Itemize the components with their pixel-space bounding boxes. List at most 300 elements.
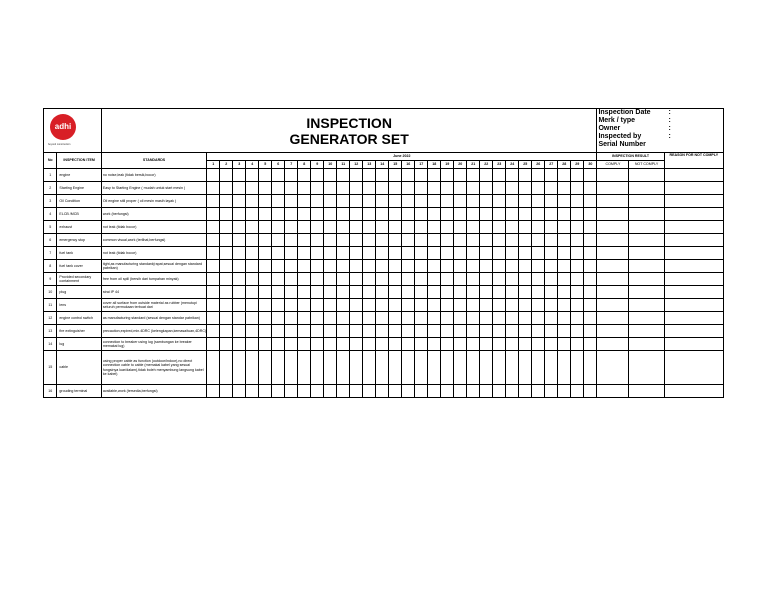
day-check-cell[interactable]: [519, 299, 532, 312]
day-check-cell[interactable]: [285, 351, 298, 385]
day-check-cell[interactable]: [298, 221, 311, 234]
day-check-cell[interactable]: [233, 286, 246, 299]
not-comply-cell[interactable]: [629, 169, 664, 182]
reason-cell[interactable]: [664, 286, 723, 299]
day-check-cell[interactable]: [402, 221, 415, 234]
day-check-cell[interactable]: [454, 312, 467, 325]
day-check-cell[interactable]: [428, 247, 441, 260]
comply-cell[interactable]: [597, 234, 629, 247]
day-check-cell[interactable]: [376, 385, 389, 398]
day-check-cell[interactable]: [584, 312, 597, 325]
day-check-cell[interactable]: [272, 208, 285, 221]
day-check-cell[interactable]: [324, 260, 337, 273]
day-check-cell[interactable]: [428, 208, 441, 221]
comply-cell[interactable]: [597, 325, 629, 338]
day-check-cell[interactable]: [506, 221, 519, 234]
day-check-cell[interactable]: [493, 312, 506, 325]
day-check-cell[interactable]: [584, 195, 597, 208]
day-check-cell[interactable]: [558, 195, 571, 208]
day-check-cell[interactable]: [259, 273, 272, 286]
day-check-cell[interactable]: [493, 338, 506, 351]
comply-cell[interactable]: [597, 286, 629, 299]
day-check-cell[interactable]: [467, 234, 480, 247]
day-check-cell[interactable]: [519, 351, 532, 385]
day-check-cell[interactable]: [363, 247, 376, 260]
day-check-cell[interactable]: [558, 312, 571, 325]
day-check-cell[interactable]: [467, 169, 480, 182]
day-check-cell[interactable]: [402, 338, 415, 351]
reason-cell[interactable]: [664, 221, 723, 234]
day-check-cell[interactable]: [298, 385, 311, 398]
day-check-cell[interactable]: [545, 169, 558, 182]
day-check-cell[interactable]: [519, 273, 532, 286]
day-check-cell[interactable]: [454, 234, 467, 247]
day-check-cell[interactable]: [233, 208, 246, 221]
day-check-cell[interactable]: [298, 351, 311, 385]
day-check-cell[interactable]: [220, 260, 233, 273]
day-check-cell[interactable]: [259, 385, 272, 398]
day-check-cell[interactable]: [259, 195, 272, 208]
day-check-cell[interactable]: [350, 351, 363, 385]
day-check-cell[interactable]: [337, 169, 350, 182]
day-check-cell[interactable]: [272, 351, 285, 385]
day-check-cell[interactable]: [428, 169, 441, 182]
day-check-cell[interactable]: [519, 312, 532, 325]
day-check-cell[interactable]: [207, 260, 220, 273]
day-check-cell[interactable]: [207, 195, 220, 208]
day-check-cell[interactable]: [402, 208, 415, 221]
day-check-cell[interactable]: [246, 299, 259, 312]
day-check-cell[interactable]: [493, 299, 506, 312]
day-check-cell[interactable]: [324, 208, 337, 221]
day-check-cell[interactable]: [246, 338, 259, 351]
day-check-cell[interactable]: [337, 338, 350, 351]
day-check-cell[interactable]: [571, 325, 584, 338]
day-check-cell[interactable]: [272, 325, 285, 338]
reason-cell[interactable]: [664, 195, 723, 208]
day-check-cell[interactable]: [558, 299, 571, 312]
day-check-cell[interactable]: [571, 351, 584, 385]
day-check-cell[interactable]: [506, 286, 519, 299]
day-check-cell[interactable]: [259, 247, 272, 260]
day-check-cell[interactable]: [363, 169, 376, 182]
day-check-cell[interactable]: [428, 299, 441, 312]
day-check-cell[interactable]: [571, 169, 584, 182]
day-check-cell[interactable]: [415, 247, 428, 260]
day-check-cell[interactable]: [324, 221, 337, 234]
day-check-cell[interactable]: [285, 312, 298, 325]
day-check-cell[interactable]: [428, 286, 441, 299]
day-check-cell[interactable]: [389, 286, 402, 299]
day-check-cell[interactable]: [363, 312, 376, 325]
day-check-cell[interactable]: [480, 221, 493, 234]
day-check-cell[interactable]: [363, 260, 376, 273]
day-check-cell[interactable]: [233, 234, 246, 247]
day-check-cell[interactable]: [428, 221, 441, 234]
day-check-cell[interactable]: [246, 273, 259, 286]
reason-cell[interactable]: [664, 385, 723, 398]
day-check-cell[interactable]: [233, 221, 246, 234]
comply-cell[interactable]: [597, 351, 629, 385]
day-check-cell[interactable]: [350, 195, 363, 208]
day-check-cell[interactable]: [519, 260, 532, 273]
day-check-cell[interactable]: [246, 221, 259, 234]
day-check-cell[interactable]: [519, 385, 532, 398]
day-check-cell[interactable]: [337, 234, 350, 247]
day-check-cell[interactable]: [441, 208, 454, 221]
day-check-cell[interactable]: [532, 338, 545, 351]
day-check-cell[interactable]: [220, 182, 233, 195]
day-check-cell[interactable]: [532, 312, 545, 325]
day-check-cell[interactable]: [389, 273, 402, 286]
day-check-cell[interactable]: [493, 273, 506, 286]
day-check-cell[interactable]: [389, 234, 402, 247]
day-check-cell[interactable]: [350, 385, 363, 398]
day-check-cell[interactable]: [233, 338, 246, 351]
day-check-cell[interactable]: [467, 182, 480, 195]
day-check-cell[interactable]: [428, 234, 441, 247]
day-check-cell[interactable]: [480, 247, 493, 260]
day-check-cell[interactable]: [324, 312, 337, 325]
day-check-cell[interactable]: [532, 260, 545, 273]
day-check-cell[interactable]: [532, 273, 545, 286]
day-check-cell[interactable]: [428, 312, 441, 325]
day-check-cell[interactable]: [519, 286, 532, 299]
day-check-cell[interactable]: [389, 169, 402, 182]
day-check-cell[interactable]: [337, 299, 350, 312]
day-check-cell[interactable]: [324, 325, 337, 338]
day-check-cell[interactable]: [350, 325, 363, 338]
day-check-cell[interactable]: [532, 195, 545, 208]
day-check-cell[interactable]: [259, 169, 272, 182]
day-check-cell[interactable]: [441, 351, 454, 385]
day-check-cell[interactable]: [402, 325, 415, 338]
day-check-cell[interactable]: [506, 260, 519, 273]
day-check-cell[interactable]: [272, 182, 285, 195]
day-check-cell[interactable]: [519, 208, 532, 221]
day-check-cell[interactable]: [311, 234, 324, 247]
day-check-cell[interactable]: [571, 299, 584, 312]
day-check-cell[interactable]: [402, 260, 415, 273]
day-check-cell[interactable]: [454, 299, 467, 312]
day-check-cell[interactable]: [480, 260, 493, 273]
day-check-cell[interactable]: [415, 351, 428, 385]
day-check-cell[interactable]: [558, 169, 571, 182]
day-check-cell[interactable]: [311, 195, 324, 208]
day-check-cell[interactable]: [558, 182, 571, 195]
day-check-cell[interactable]: [584, 273, 597, 286]
day-check-cell[interactable]: [493, 221, 506, 234]
day-check-cell[interactable]: [389, 351, 402, 385]
day-check-cell[interactable]: [233, 260, 246, 273]
day-check-cell[interactable]: [233, 385, 246, 398]
day-check-cell[interactable]: [584, 385, 597, 398]
day-check-cell[interactable]: [402, 351, 415, 385]
day-check-cell[interactable]: [350, 247, 363, 260]
day-check-cell[interactable]: [532, 182, 545, 195]
reason-cell[interactable]: [664, 234, 723, 247]
day-check-cell[interactable]: [506, 247, 519, 260]
not-comply-cell[interactable]: [629, 325, 664, 338]
day-check-cell[interactable]: [285, 325, 298, 338]
day-check-cell[interactable]: [220, 312, 233, 325]
day-check-cell[interactable]: [454, 182, 467, 195]
day-check-cell[interactable]: [311, 260, 324, 273]
day-check-cell[interactable]: [545, 208, 558, 221]
day-check-cell[interactable]: [363, 182, 376, 195]
day-check-cell[interactable]: [246, 247, 259, 260]
day-check-cell[interactable]: [454, 195, 467, 208]
day-check-cell[interactable]: [285, 234, 298, 247]
day-check-cell[interactable]: [493, 260, 506, 273]
day-check-cell[interactable]: [532, 286, 545, 299]
day-check-cell[interactable]: [467, 208, 480, 221]
comply-cell[interactable]: [597, 247, 629, 260]
day-check-cell[interactable]: [402, 299, 415, 312]
day-check-cell[interactable]: [285, 286, 298, 299]
day-check-cell[interactable]: [571, 247, 584, 260]
day-check-cell[interactable]: [298, 338, 311, 351]
day-check-cell[interactable]: [415, 260, 428, 273]
day-check-cell[interactable]: [207, 286, 220, 299]
day-check-cell[interactable]: [324, 351, 337, 385]
day-check-cell[interactable]: [467, 385, 480, 398]
day-check-cell[interactable]: [389, 182, 402, 195]
day-check-cell[interactable]: [467, 338, 480, 351]
day-check-cell[interactable]: [363, 234, 376, 247]
not-comply-cell[interactable]: [629, 338, 664, 351]
day-check-cell[interactable]: [558, 351, 571, 385]
day-check-cell[interactable]: [519, 195, 532, 208]
day-check-cell[interactable]: [376, 221, 389, 234]
day-check-cell[interactable]: [272, 338, 285, 351]
day-check-cell[interactable]: [337, 273, 350, 286]
day-check-cell[interactable]: [389, 338, 402, 351]
day-check-cell[interactable]: [441, 247, 454, 260]
day-check-cell[interactable]: [558, 273, 571, 286]
day-check-cell[interactable]: [441, 312, 454, 325]
day-check-cell[interactable]: [441, 234, 454, 247]
day-check-cell[interactable]: [415, 286, 428, 299]
day-check-cell[interactable]: [285, 208, 298, 221]
day-check-cell[interactable]: [467, 273, 480, 286]
day-check-cell[interactable]: [454, 325, 467, 338]
day-check-cell[interactable]: [246, 351, 259, 385]
day-check-cell[interactable]: [454, 169, 467, 182]
day-check-cell[interactable]: [415, 385, 428, 398]
day-check-cell[interactable]: [324, 385, 337, 398]
day-check-cell[interactable]: [532, 247, 545, 260]
not-comply-cell[interactable]: [629, 385, 664, 398]
day-check-cell[interactable]: [207, 182, 220, 195]
day-check-cell[interactable]: [480, 286, 493, 299]
day-check-cell[interactable]: [324, 299, 337, 312]
day-check-cell[interactable]: [428, 351, 441, 385]
day-check-cell[interactable]: [311, 286, 324, 299]
day-check-cell[interactable]: [493, 286, 506, 299]
day-check-cell[interactable]: [337, 312, 350, 325]
day-check-cell[interactable]: [337, 182, 350, 195]
day-check-cell[interactable]: [259, 208, 272, 221]
day-check-cell[interactable]: [571, 208, 584, 221]
day-check-cell[interactable]: [558, 385, 571, 398]
day-check-cell[interactable]: [558, 286, 571, 299]
day-check-cell[interactable]: [467, 351, 480, 385]
day-check-cell[interactable]: [467, 221, 480, 234]
day-check-cell[interactable]: [441, 286, 454, 299]
day-check-cell[interactable]: [532, 385, 545, 398]
reason-cell[interactable]: [664, 260, 723, 273]
day-check-cell[interactable]: [467, 299, 480, 312]
day-check-cell[interactable]: [207, 312, 220, 325]
day-check-cell[interactable]: [506, 208, 519, 221]
day-check-cell[interactable]: [220, 351, 233, 385]
day-check-cell[interactable]: [454, 247, 467, 260]
day-check-cell[interactable]: [233, 351, 246, 385]
comply-cell[interactable]: [597, 273, 629, 286]
day-check-cell[interactable]: [545, 299, 558, 312]
day-check-cell[interactable]: [571, 195, 584, 208]
day-check-cell[interactable]: [506, 273, 519, 286]
day-check-cell[interactable]: [441, 325, 454, 338]
day-check-cell[interactable]: [493, 351, 506, 385]
day-check-cell[interactable]: [298, 182, 311, 195]
day-check-cell[interactable]: [246, 182, 259, 195]
day-check-cell[interactable]: [454, 286, 467, 299]
not-comply-cell[interactable]: [629, 260, 664, 273]
reason-cell[interactable]: [664, 273, 723, 286]
not-comply-cell[interactable]: [629, 286, 664, 299]
day-check-cell[interactable]: [298, 208, 311, 221]
day-check-cell[interactable]: [428, 195, 441, 208]
day-check-cell[interactable]: [337, 221, 350, 234]
day-check-cell[interactable]: [402, 273, 415, 286]
day-check-cell[interactable]: [415, 273, 428, 286]
day-check-cell[interactable]: [207, 338, 220, 351]
day-check-cell[interactable]: [389, 312, 402, 325]
day-check-cell[interactable]: [363, 325, 376, 338]
day-check-cell[interactable]: [389, 221, 402, 234]
day-check-cell[interactable]: [428, 182, 441, 195]
day-check-cell[interactable]: [298, 260, 311, 273]
day-check-cell[interactable]: [584, 221, 597, 234]
day-check-cell[interactable]: [493, 195, 506, 208]
day-check-cell[interactable]: [467, 312, 480, 325]
day-check-cell[interactable]: [350, 221, 363, 234]
day-check-cell[interactable]: [493, 234, 506, 247]
day-check-cell[interactable]: [311, 182, 324, 195]
day-check-cell[interactable]: [272, 299, 285, 312]
day-check-cell[interactable]: [519, 325, 532, 338]
day-check-cell[interactable]: [454, 273, 467, 286]
day-check-cell[interactable]: [337, 260, 350, 273]
day-check-cell[interactable]: [272, 273, 285, 286]
day-check-cell[interactable]: [506, 182, 519, 195]
day-check-cell[interactable]: [545, 286, 558, 299]
day-check-cell[interactable]: [467, 195, 480, 208]
day-check-cell[interactable]: [233, 299, 246, 312]
reason-cell[interactable]: [664, 169, 723, 182]
day-check-cell[interactable]: [272, 169, 285, 182]
day-check-cell[interactable]: [389, 247, 402, 260]
day-check-cell[interactable]: [324, 182, 337, 195]
day-check-cell[interactable]: [402, 169, 415, 182]
day-check-cell[interactable]: [350, 234, 363, 247]
reason-cell[interactable]: [664, 325, 723, 338]
day-check-cell[interactable]: [350, 299, 363, 312]
day-check-cell[interactable]: [220, 195, 233, 208]
day-check-cell[interactable]: [545, 338, 558, 351]
day-check-cell[interactable]: [350, 260, 363, 273]
day-check-cell[interactable]: [441, 169, 454, 182]
day-check-cell[interactable]: [350, 169, 363, 182]
day-check-cell[interactable]: [493, 325, 506, 338]
comply-cell[interactable]: [597, 385, 629, 398]
day-check-cell[interactable]: [584, 182, 597, 195]
day-check-cell[interactable]: [272, 312, 285, 325]
day-check-cell[interactable]: [350, 312, 363, 325]
day-check-cell[interactable]: [402, 234, 415, 247]
not-comply-cell[interactable]: [629, 182, 664, 195]
day-check-cell[interactable]: [532, 325, 545, 338]
day-check-cell[interactable]: [415, 299, 428, 312]
day-check-cell[interactable]: [298, 234, 311, 247]
day-check-cell[interactable]: [311, 338, 324, 351]
day-check-cell[interactable]: [376, 234, 389, 247]
comply-cell[interactable]: [597, 338, 629, 351]
day-check-cell[interactable]: [519, 338, 532, 351]
day-check-cell[interactable]: [558, 221, 571, 234]
day-check-cell[interactable]: [233, 182, 246, 195]
day-check-cell[interactable]: [415, 195, 428, 208]
day-check-cell[interactable]: [233, 247, 246, 260]
day-check-cell[interactable]: [285, 260, 298, 273]
day-check-cell[interactable]: [454, 221, 467, 234]
day-check-cell[interactable]: [350, 208, 363, 221]
day-check-cell[interactable]: [376, 182, 389, 195]
comply-cell[interactable]: [597, 221, 629, 234]
day-check-cell[interactable]: [506, 169, 519, 182]
day-check-cell[interactable]: [350, 273, 363, 286]
day-check-cell[interactable]: [545, 182, 558, 195]
day-check-cell[interactable]: [415, 325, 428, 338]
day-check-cell[interactable]: [428, 273, 441, 286]
comply-cell[interactable]: [597, 260, 629, 273]
day-check-cell[interactable]: [207, 273, 220, 286]
day-check-cell[interactable]: [220, 273, 233, 286]
day-check-cell[interactable]: [311, 221, 324, 234]
day-check-cell[interactable]: [389, 325, 402, 338]
day-check-cell[interactable]: [298, 273, 311, 286]
day-check-cell[interactable]: [584, 299, 597, 312]
day-check-cell[interactable]: [337, 351, 350, 385]
day-check-cell[interactable]: [558, 260, 571, 273]
day-check-cell[interactable]: [545, 312, 558, 325]
day-check-cell[interactable]: [350, 338, 363, 351]
day-check-cell[interactable]: [207, 221, 220, 234]
day-check-cell[interactable]: [376, 260, 389, 273]
day-check-cell[interactable]: [324, 273, 337, 286]
day-check-cell[interactable]: [337, 208, 350, 221]
day-check-cell[interactable]: [545, 351, 558, 385]
day-check-cell[interactable]: [259, 312, 272, 325]
day-check-cell[interactable]: [532, 234, 545, 247]
day-check-cell[interactable]: [519, 234, 532, 247]
day-check-cell[interactable]: [467, 286, 480, 299]
day-check-cell[interactable]: [532, 221, 545, 234]
reason-cell[interactable]: [664, 299, 723, 312]
day-check-cell[interactable]: [454, 208, 467, 221]
